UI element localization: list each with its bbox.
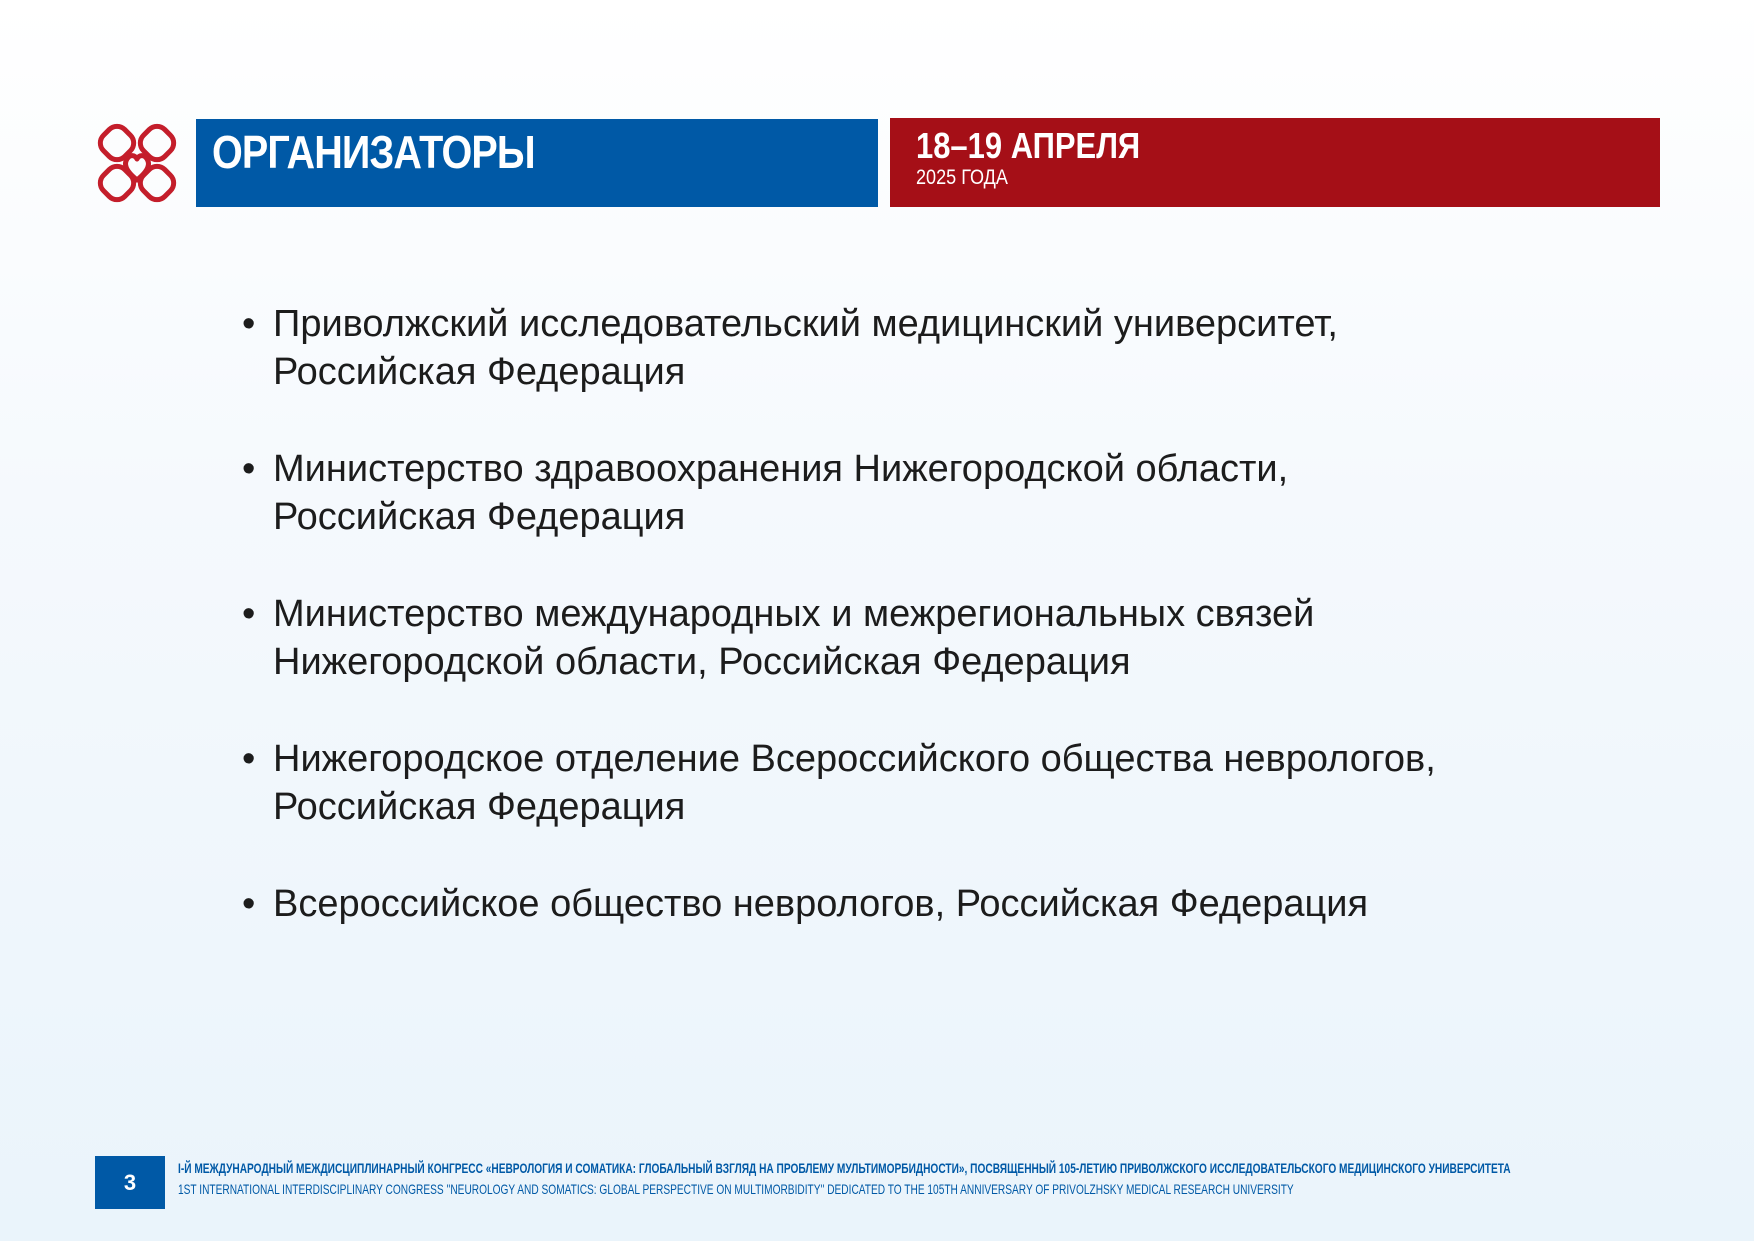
list-item-line: Российская Федерация [273, 496, 686, 538]
list-item-line: Всероссийское общество неврологов, Российская Федерация [273, 883, 1369, 925]
list-item [240, 445, 1580, 541]
bullet-icon: • [242, 448, 256, 490]
bullet-icon: • [242, 593, 256, 635]
page-number: 3 [95, 1156, 165, 1209]
event-dates: 18–19 АПРЕЛЯ [916, 125, 1141, 166]
list-item-line: Российская Федерация [273, 786, 686, 828]
bullet-icon: • [242, 738, 256, 780]
list-item [240, 590, 1580, 686]
list-item [240, 880, 1580, 928]
list-item-line: Приволжский исследовательский медицинский университет, [273, 303, 1338, 345]
bullet-icon: • [242, 883, 256, 925]
list-item-line: Министерство здравоохранения Нижегородской области, [273, 448, 1289, 490]
list-item [240, 300, 1580, 396]
list-item-line: Нижегородской области, Российская Федерация [273, 641, 1131, 683]
title-banner [196, 119, 878, 207]
congress-logo-icon [92, 118, 182, 208]
list-item-line: Министерство международных и межрегиональных связей [273, 593, 1315, 635]
list-item-line: Нижегородское отделение Всероссийского общества неврологов, [273, 738, 1436, 780]
footer-congress-title-ru: I-Й МЕЖДУНАРОДНЫЙ МЕЖДИСЦИПЛИНАРНЫЙ КОНГРЕСС «НЕВРОЛОГИЯ И СОМАТИКА: ГЛОБАЛЬНЫЙ ВЗГЛЯД НА ПРОБЛЕМУ МУЛЬТИМОРБИДНОСТИ», ПОСВЯЩЕННЫЙ 105-ЛЕТИЮ ПРИВОЛЖСКОГО ИССЛЕДОВАТЕЛЬСКОГО МЕДИЦИНСКОГО УНИВЕРСИТЕТА [178, 1160, 1511, 1176]
event-year: 2025 ГОДА [916, 166, 1008, 189]
date-banner [890, 118, 1660, 207]
page-title: ОРГАНИЗАТОРЫ [212, 126, 535, 178]
bullet-icon: • [242, 303, 256, 345]
list-item [240, 735, 1580, 831]
organizers-list [240, 300, 1580, 977]
footer-congress-title-en: 1ST INTERNATIONAL INTERDISCIPLINARY CONGRESS ''NEUROLOGY AND SOMATICS: GLOBAL PERSPECTIVE ON MULTIMORBIDITY'' DEDICATED TO THE 105TH ANNIVERSARY OF PRIVOLZHSKY MEDICAL RESEARCH UNIVERSITY [178, 1181, 1294, 1197]
list-item-line: Российская Федерация [273, 351, 686, 393]
